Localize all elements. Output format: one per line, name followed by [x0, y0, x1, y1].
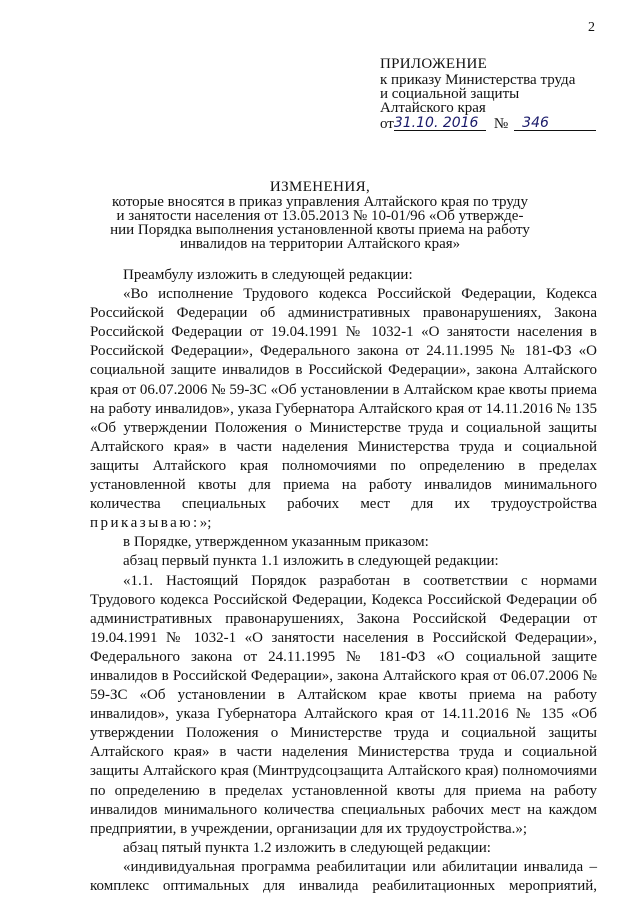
page-number: 2 [588, 20, 595, 35]
handwritten-number: 346 [514, 116, 596, 131]
subtitle-line: и занятости населения от 13.05.2013 № 10-01/96 «Об утвержде- [116, 208, 524, 224]
subtitle-line: инвалидов на территории Алтайского края» [179, 236, 461, 252]
spaced-word: приказываю: [90, 515, 200, 532]
document-body [90, 266, 597, 896]
paragraph: в Порядке, утвержденном указанным приказом: [123, 534, 429, 551]
appendix-block [380, 57, 596, 131]
date-prefix: от [380, 116, 394, 132]
order-date-number [380, 116, 596, 131]
appendix-line: к приказу Министерства труда [380, 72, 576, 88]
appendix-line: и социальной защиты [380, 86, 520, 102]
paragraph: абзац пятый пункта 1.2 изложить в следующей редакции: [123, 839, 491, 856]
preamble-text: «Во исполнение Трудового кодекса Российской Федерации, Кодекса Российской Федерации об административных правонарушениях, Закона Российской Федерации от 19.04.1991 № 1032-1 «О занятости населения в Российской Федерации», Федерального закона от 24.11.1995 № 181-ФЗ «О социальной защите инвалидов в Российской Федерации», закона Алтайского края от 06.07.2006 № 59-ЗС «Об установлении в Алтайском крае квоты приема на работу инвалидов», указа Губернатора Алтайского края от 14.11.2016 № 135 «Об утверждении Положения о Министерстве труда и социальной защиты Алтайского края» в части наделения Министерства труда и социальной защиты Алтайского края полномочиями по определению в пределах установленной квоты для приема на работу инвалидов минимального количества специальных рабочих мест для их трудоустройства [90, 286, 597, 513]
document-title-block [100, 180, 540, 251]
paragraph-clause: «1.1. Настоящий Порядок разработан в соответствии с нормами Трудового кодекса Российской Федерации, Кодекса Российской Федерации об административных правонарушениях, Закона Российской Федерации от 19.04.1991 № 1032-1 «О занятости населения в Российской Федерации», Федерального закона от 24.11.1995 № 181-ФЗ «О социальной защите инвалидов в Российской Федерации», закона Алтайского края от 06.07.2006 № 59-ЗС «Об установлении в Алтайском крае квоты приема на работу инвалидов», указа Губернатора Алтайского края от 14.11.2016 № 135 «Об утверждении Положения о Министерстве труда и социальной защиты Алтайского края» в части наделения Министерства труда и социальной защиты Алтайского края (Минтрудсоцзащита Алтайского края) полномочиями по определению в пределах установленной квоты для приема на работу инвалидов минимального количества специальных рабочих мест на каждом предприятии, в учреждении, организации для их трудоустройства.»; [90, 572, 597, 837]
subtitle-line: которые вносятся в приказ управления Алтайского края по труду [111, 194, 528, 210]
preamble-end: »; [199, 515, 212, 532]
subtitle-line: нии Порядка выполнения установленной квоты приема на работу [110, 222, 530, 238]
appendix-heading: ПРИЛОЖЕНИЕ [380, 56, 488, 72]
paragraph: абзац первый пункта 1.1 изложить в следующей редакции: [123, 553, 499, 570]
handwritten-date: 31.10. 2016 [394, 116, 486, 131]
paragraph-preamble [90, 285, 597, 533]
paragraph: Преамбулу изложить в следующей редакции: [123, 267, 413, 283]
appendix-line: Алтайского края [380, 100, 486, 116]
document-title: ИЗМЕНЕНИЯ, [269, 179, 371, 195]
paragraph-definition: «индивидуальная программа реабилитации или абилитации инвалида – комплекс оптимальных для инвалида реабилитационных мероприятий, [90, 858, 597, 894]
number-prefix: № [493, 116, 509, 132]
